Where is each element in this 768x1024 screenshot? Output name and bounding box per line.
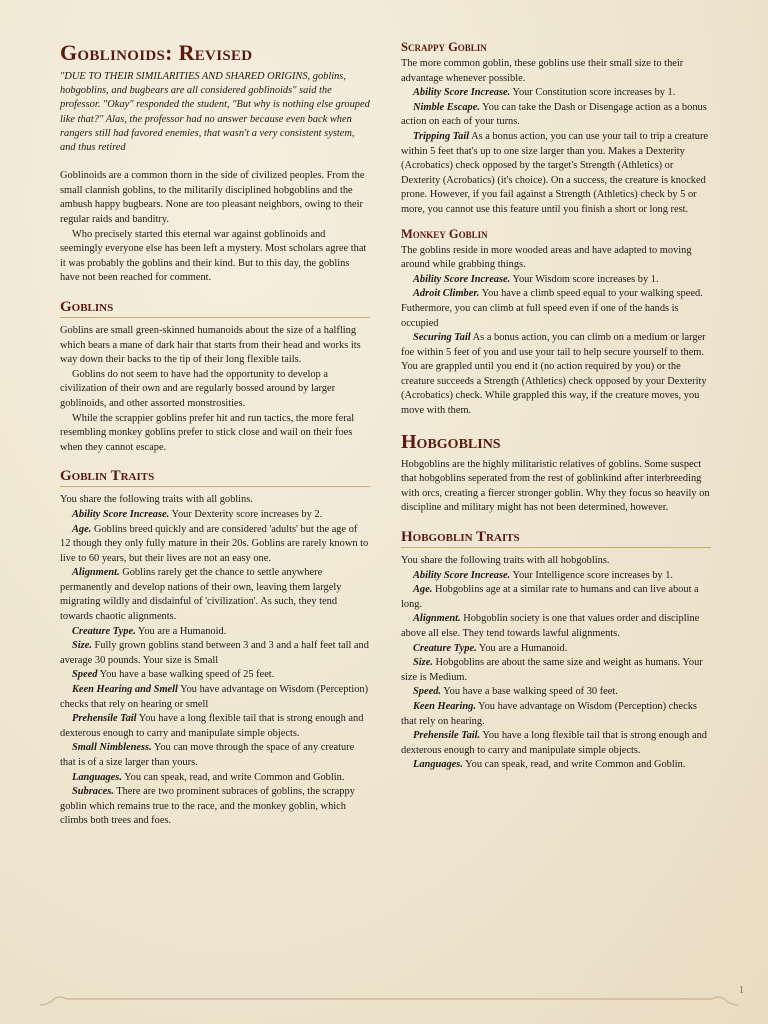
goblin-traits-intro: You share the following traits with all goblins. [60,494,253,506]
scrappy-trait-text: Your Constitution score increases by 1. [510,87,676,99]
hobgoblin-trait-text: You have advantage on Wisdom (Perception) checks that rely on hearing. [401,700,697,727]
right-column [401,40,711,773]
goblin-trait [60,668,370,683]
hobgoblin-traits-intro: You share the following traits with all hobgoblins. [401,555,610,567]
hobgoblins-heading: Hobgoblins [401,430,501,453]
goblin-trait-text: You can move through the space of any creature that is of a size larger than yours. [60,742,355,768]
hobgoblin-trait-text: Your Intelligence score increases by 1. [510,569,674,581]
hobgoblin-trait-name: Ability Score Increase. [413,569,511,581]
goblin-trait-text: You have advantage on Wisdom (Perception) checks that rely on hearing or smell [60,684,369,710]
scrappy-trait [401,101,711,130]
hobgoblin-trait-name: Keen Hearing. [413,700,476,712]
intro-paragraph-1: Goblinoids are a common thorn in the side of civilized peoples. From the small clannish goblins, to the militarily disciplined hobgoblins and the ambush happy bugbears. None are too pleasant neighbors, owing to their regular raids and banditry. [60,170,365,225]
goblin-trait-name: Keen Hearing and Smell [72,684,178,696]
goblin-trait-name: Languages. [72,771,122,783]
hobgoblin-trait-name: Alignment. [413,613,461,625]
goblin-trait-text: Fully grown goblins stand between 3 and 3 and a half feet tall and average 30 pounds. Your size is Small [60,640,369,666]
hobgoblin-trait [401,583,711,612]
goblin-trait-name: Size. [72,640,92,652]
hobgoblin-trait [401,569,711,584]
goblin-trait-text: Your Dexterity score increases by 2. [169,508,323,520]
goblin-trait-text: You have a base walking speed of 25 feet. [97,669,275,681]
page-title: Goblinoids: Revised [60,40,253,65]
scrappy-trait-name: Nimble Escape. [413,101,480,113]
goblin-trait-name: Creature Type. [72,625,136,637]
goblin-trait-text: Goblins rarely get the chance to settle anywhere permanently and develop nations of their own, leaving them largely migrating wildly and disdainful of 'civilization'. As such, they tend towards chaotic alignments. [60,567,342,623]
intro-quote: "DUE TO THEIR SIMILARITIES AND SHARED ORIGINS, goblins, hobgoblins, and bugbears are all considered goblinoids" said the professor. "Okay" responded the student, "But why is nothing else grouped like that?" Alas, the professor had no answer because even back when rangers still had favored enemies, that wasn't a very consistent system, and thus retired [60,71,370,154]
goblin-trait-name: Age. [72,523,92,535]
hobgoblins-intro: Hobgoblins are the highly militaristic relatives of goblins. Some suspect that hobgoblins seperated from the rest of goblinkind after interbreeding with orcs, creating a fiercer stronger goblin. Why they focus so heavily on discipline and military might has not been determined, however. [401,458,710,514]
goblins-heading: Goblins [60,298,370,318]
scrappy-trait [401,130,711,218]
monkey-goblin-intro: The goblins reside in more wooded areas and have adapted to moving around while grabbing things. [401,244,692,271]
monkey-trait-name: Securing Tail [413,332,471,344]
hobgoblin-traits-list [401,569,711,773]
hobgoblin-trait-text: Hobgoblins are about the same size and weight as humans. Your size is Medium. [401,657,703,683]
scrappy-trait-name: Ability Score Increase. [413,87,511,99]
hobgoblin-trait [401,612,711,641]
goblin-trait [60,683,370,712]
scrappy-goblin-intro: The more common goblin, these goblins use their small size to their advantage whenever possible. [401,58,684,84]
goblin-trait [60,741,370,770]
goblins-paragraph-1: Goblins are small green-skinned humanoids about the size of a halfling which bears a mane of dark hair that starts from their head and works its way down their backs to the tip of their long flexible tails. [60,324,361,366]
scrappy-trait [401,86,711,101]
scrappy-traits-list [401,86,711,217]
hobgoblin-trait-text: Hobgoblins age at a similar rate to humans and can live about a long. [401,584,699,610]
goblin-trait [60,771,370,786]
goblin-trait [60,639,370,668]
goblin-trait [60,625,370,640]
goblin-trait [60,523,370,567]
goblin-trait-name: Ability Score Increase. [72,508,170,520]
hobgoblin-trait [401,758,711,773]
hobgoblin-trait [401,642,711,657]
hobgoblin-traits-heading: Hobgoblin Traits [401,528,711,548]
monkey-trait-text: You have a climb speed equal to your walking speed. Futhermore, you can climb at full speed even if one of the hands is occupied [401,288,703,329]
goblin-traits-heading: Goblin Traits [60,467,370,487]
monkey-trait-text: Your Wisdom score increases by 1. [510,273,659,285]
scrappy-trait-text: As a bonus action, you can use your tail to trip a creature within 5 feet that's up to one size larger than you. Makes a Dexterity (Acrobatics) check opposed by the target's Strength (Athletics) or Dexterity (Acrobatics) (it's choice). On a success, the creature is knocked prone. However, if you fail against a Strength (Athletics) check by 5 or more, you cannot use this feature until you finish a short or long rest. [401,130,709,215]
goblin-trait-text: There are two prominent subraces of goblins, the scrappy goblin which remains true to the race, and the monkey goblin, which climbs both trees and foes. [60,786,355,827]
monkey-trait-text: As a bonus action, you can climb on a medium or larger foe within 5 feet of you and use your tail to help secure yourself to them. You are grappled until you end it (no action required by you) or the creature succeeds a Strength (Athletics) check opposed by your Dexterity (Acrobatics) check. While grappled this way, if the creature moves, you move with them. [401,332,707,417]
goblin-trait-name: Prehensile Tail [72,713,137,725]
hobgoblin-trait-text: You are a Humanoid. [476,642,568,654]
scrappy-trait-text: You can take the Dash or Disengage action as a bonus action on each of your turns. [401,101,707,128]
goblins-paragraph-3: While the scrappier goblins prefer hit and run tactics, the more feral resembling monkey goblins prefer to stick close and wail on their foes when they cannot escape. [60,412,355,453]
goblin-trait-name: Alignment. [72,567,120,579]
hobgoblin-trait [401,656,711,685]
goblin-trait [60,508,370,523]
monkey-goblin-heading: Monkey Goblin [401,226,488,241]
hobgoblin-trait-name: Age. [413,584,433,596]
intro-paragraph-2: Who precisely started this eternal war against goblinoids and seemingly everyone else has been left a mystery. Most scholars agree that it was probably the goblins and their kind. But to this day, the goblins have not been reached for comment. [60,228,367,284]
goblin-trait-text: You are a Humanoid. [135,625,227,637]
goblin-traits-list [60,508,370,829]
hobgoblin-trait-name: Speed. [413,686,441,698]
left-column [60,40,370,829]
hobgoblin-trait-text: You can speak, read, and write Common and Goblin. [462,759,686,771]
goblin-trait-name: Subraces. [72,786,114,798]
goblin-trait-name: Speed [72,669,98,681]
scrappy-goblin-heading: Scrappy Goblin [401,40,487,54]
page-footer-ornament [40,996,738,1006]
page-number: 1 [739,985,744,996]
hobgoblin-trait-text: You have a base walking speed of 30 feet. [441,686,618,698]
goblin-trait-text: You have a long flexible tail that is strong enough and dexterous enough to carry and manipulate simple objects. [60,713,364,739]
goblin-trait-name: Small Nimbleness. [72,742,152,754]
monkey-trait [401,273,711,288]
hobgoblin-trait [401,685,711,700]
goblin-trait-text: You can speak, read, and write Common and Goblin. [121,771,345,783]
monkey-trait-name: Ability Score Increase. [413,273,511,285]
goblin-trait [60,712,370,741]
monkey-trait [401,331,711,419]
monkey-traits-list [401,273,711,419]
monkey-trait [401,287,711,331]
scrappy-trait-name: Tripping Tail [413,130,470,142]
monkey-trait-name: Adroit Climber. [413,288,480,300]
hobgoblin-trait-name: Languages. [413,759,463,771]
hobgoblin-trait-name: Size. [413,657,433,669]
goblin-trait [60,785,370,829]
hobgoblin-trait-text: You have a long flexible tail that is strong enough and dexterous enough to carry and manipulate simple objects. [401,730,707,756]
hobgoblin-trait-name: Creature Type. [413,642,477,654]
hobgoblin-trait [401,729,711,758]
hobgoblin-trait [401,700,711,729]
goblin-trait-text: Goblins breed quickly and are considered 'adults' but the age of 12 though they only fully mature in their 20s. Goblins are rarely known to live to 60 years, but their lives are not an easy one. [60,523,369,564]
hobgoblin-trait-name: Prehensile Tail. [413,730,481,742]
goblin-trait [60,566,370,624]
goblins-paragraph-2: Goblins do not seem to have had the opportunity to develop a civilization of their own and are regularly bossed around by larger goblinoids, and other assorted monstrosities. [60,368,336,409]
hobgoblin-trait-text: Hobgoblin society is one that values order and discipline above all else. They tend towards lawful alignments. [401,613,700,639]
